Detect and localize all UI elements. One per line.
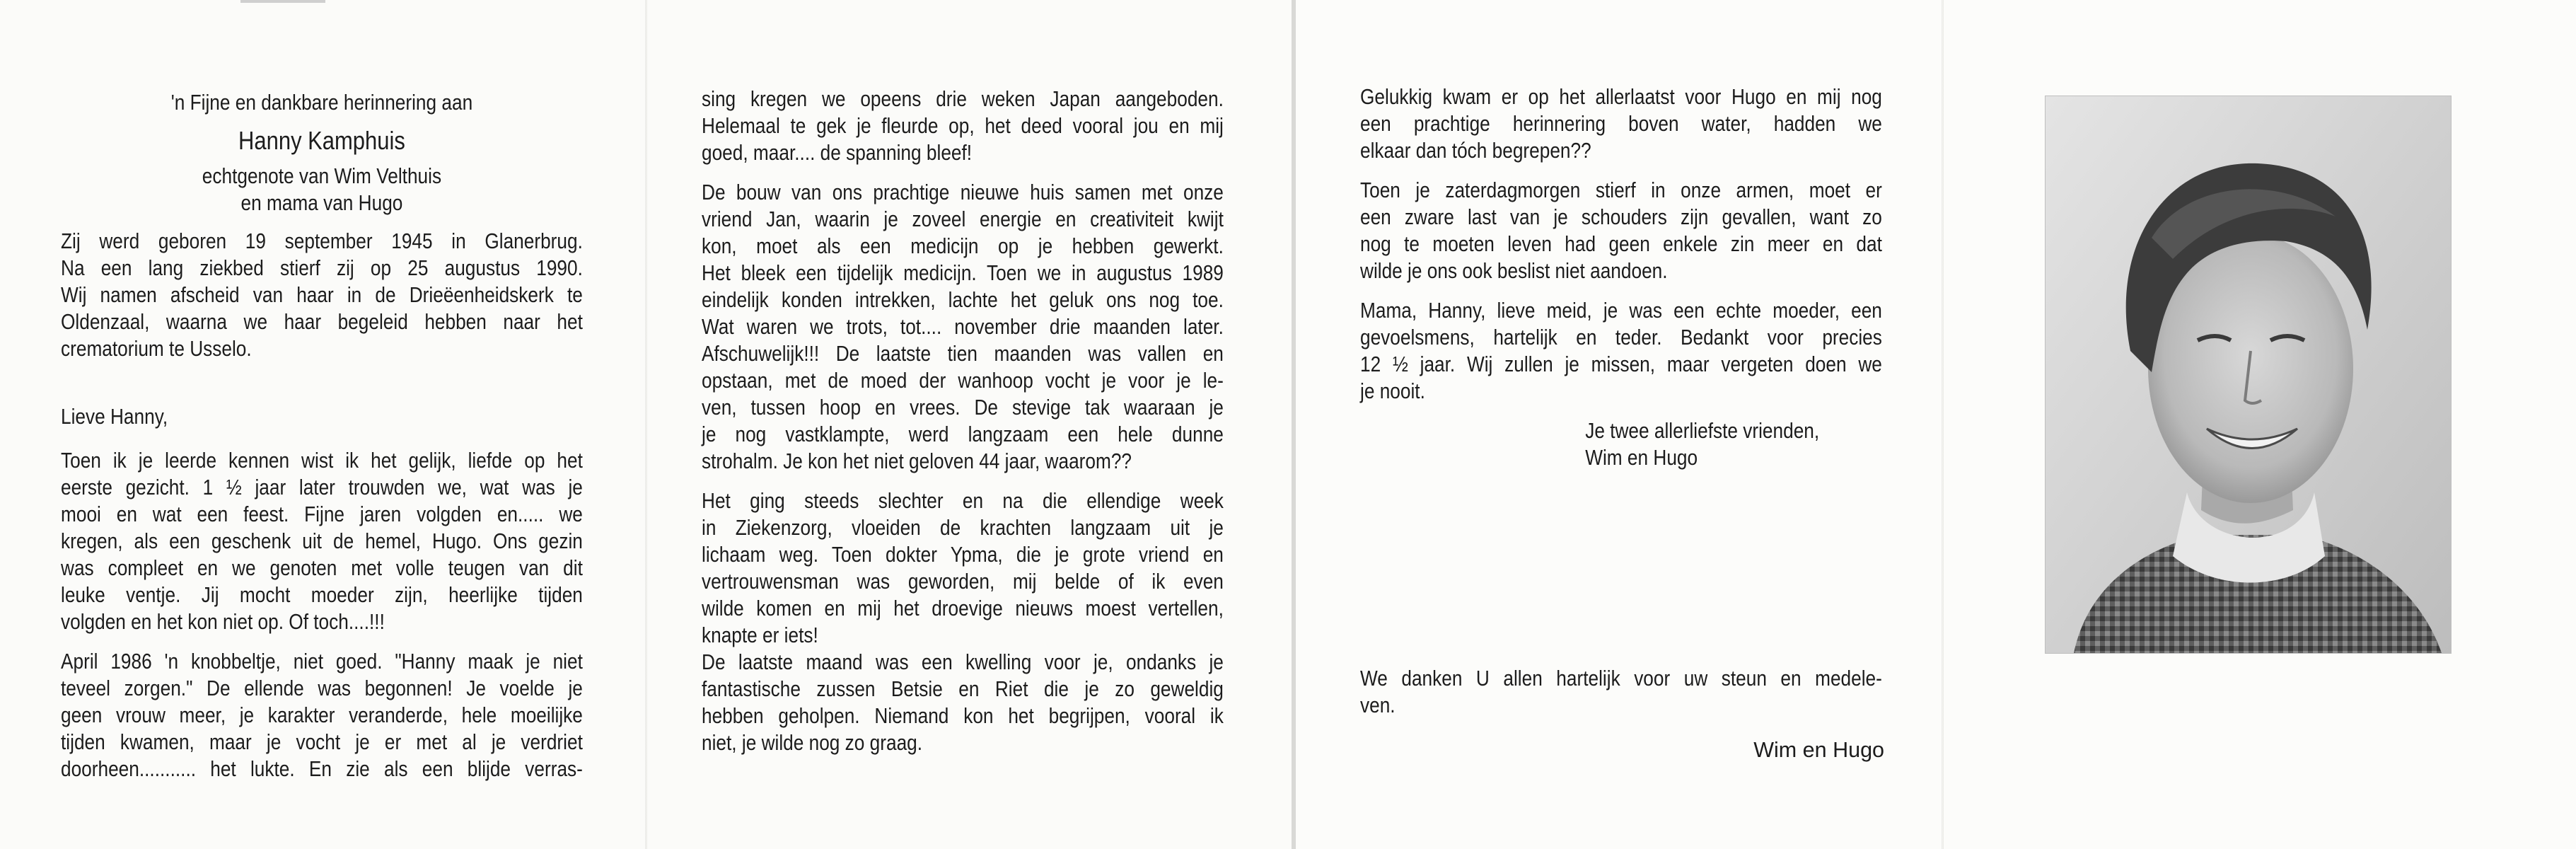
mother-line: en mama van Hugo	[240, 191, 403, 215]
letter-paragraph	[702, 487, 1224, 649]
text-line: Wat waren we trots, tot.... november drie maanden later.	[702, 315, 1224, 339]
portrait-photo	[2045, 96, 2452, 654]
text-line: was compleet en we genoten met volle teugen van dit	[61, 556, 583, 580]
text-line: We danken U allen hartelijk voor uw steun en medele-	[1360, 666, 1882, 691]
text-line: wilde komen en mij het droevige nieuws moest vertellen,	[702, 596, 1224, 620]
text-line: vertrouwensman was geworden, mij belde of ik even	[702, 570, 1224, 594]
text-line: ven.	[1360, 693, 1396, 717]
deceased-name: Hanny Kamphuis	[238, 126, 405, 155]
text-line: in Ziekenzorg, vloeiden de krachten langzaam uit je	[702, 516, 1224, 540]
text-line: opstaan, met de moed der wanhoop vocht je voor je le-	[702, 369, 1224, 393]
letter-paragraph	[702, 179, 1224, 475]
text-line: wilde je ons ook beslist niet aandoen.	[1360, 259, 1668, 283]
text-line: 12 ½ jaar. Wij zullen je missen, maar vergeten doen we	[1360, 352, 1882, 376]
text-line: doorheen........... het lukte. En zie als een blijde verras-	[61, 757, 583, 781]
text-line: hebben geholpen. Niemand kon het begrijpen, vooral ik	[702, 704, 1224, 728]
text-line: vriend Jan, waarin je zoveel energie en creativiteit kwijt	[702, 207, 1224, 231]
closing-names: Wim en Hugo	[1585, 446, 1698, 470]
text-line: eindelijk konden intrekken, lachte het geluk ons nog toe.	[702, 288, 1224, 312]
letter-paragraph	[1360, 83, 1882, 164]
text-line: teveel zorgen." De ellende was begonnen! Je voelde je	[61, 676, 583, 700]
text-line: je nooit.	[1360, 379, 1425, 403]
text-line: Wij namen afscheid van haar in de Drieëenheidskerk te	[61, 283, 583, 307]
text-line: ven, tussen hoop en vrees. De stevige tak waaraan je	[702, 395, 1224, 420]
closing-line: Je twee allerliefste vrienden,	[1585, 419, 1820, 443]
text-line: Het bleek een tijdelijk medicijn. Toen we in augustus 1989	[702, 261, 1224, 285]
text-line: Helemaal te gek je fleurde op, het deed vooral jou en mij	[702, 114, 1224, 138]
text-line: Toen je zaterdagmorgen stierf in onze armen, moet er	[1360, 178, 1882, 202]
spouse-line: echtgenote van Wim Velthuis	[202, 164, 442, 188]
salutation: Lieve Hanny,	[61, 405, 168, 429]
text-line: volgden en het kon niet op. Of toch....!!!	[61, 610, 385, 634]
text-line: strohalm. Je kon het niet geloven 44 jaar, waarom??	[702, 449, 1132, 473]
text-line: Oldenzaal, waarna we haar begeleid hebben naar het	[61, 310, 583, 334]
text-line: kregen, als een geschenk uit de hemel, Hugo. Ons gezin	[61, 529, 583, 553]
text-line: Na een lang ziekbed stierf zij op 25 augustus 1990.	[61, 256, 583, 280]
left-page-column	[61, 89, 583, 795]
text-line: tijden kwamen, maar je vocht je er met al je verdriet	[61, 730, 583, 754]
text-line: niet, je wilde nog zo graag.	[702, 731, 923, 755]
text-line: kon, moet als een medicijn op je hebben gewerkt.	[702, 234, 1224, 258]
text-line: crematorium te Usselo.	[61, 337, 252, 361]
text-line: een prachtige herinnering boven water, hadden we	[1360, 112, 1882, 136]
fold-line-left	[645, 0, 647, 849]
text-line: Het ging steeds slechter en na die ellendige week	[702, 489, 1224, 513]
text-line: knapte er iets!	[702, 623, 818, 647]
text-line: Zij werd geboren 19 september 1945 in Glanerbrug.	[61, 229, 583, 253]
birth-paragraph	[61, 228, 583, 362]
portrait-illustration	[2046, 96, 2451, 653]
text-line: sing kregen we opeens drie weken Japan aangeboden.	[702, 87, 1224, 111]
letter-paragraph	[1360, 297, 1882, 405]
text-line: mooi en wat een feest. Fijne jaren volgden en..... we	[61, 502, 583, 526]
text-line: De laatste maand was een kwelling voor je, ondanks je	[702, 650, 1224, 674]
intro-line: 'n Fijne en dankbare herinnering aan	[170, 91, 473, 115]
edge-mark	[240, 0, 325, 3]
text-line: Gelukkig kwam er op het allerlaatst voor Hugo en mij nog	[1360, 85, 1882, 109]
text-line: elkaar dan tóch begrepen??	[1360, 139, 1591, 163]
middle-page-column	[702, 86, 1224, 769]
text-line: fantastische zussen Betsie en Riet die je zo geweldig	[702, 677, 1224, 701]
letter-paragraph	[61, 447, 583, 635]
text-line: goed, maar.... de spanning bleef!	[702, 141, 973, 165]
text-line: Afschuwelijk!!! De laatste tien maanden was vallen en	[702, 342, 1224, 366]
text-line: April 1986 'n knobbeltje, niet goed. "Hanny maak je niet	[61, 649, 583, 674]
text-line: Mama, Hanny, lieve meid, je was een echte moeder, een	[1360, 299, 1882, 323]
text-line: nog te moeten leven had geen enkele zin meer en dat	[1360, 232, 1882, 256]
fold-line-right	[1942, 0, 1944, 849]
text-line: lichaam weg. Toen dokter Ypma, die je grote vriend en	[702, 543, 1224, 567]
text-line: gevoelsmens, hartelijk en teder. Bedankt voor precies	[1360, 325, 1882, 350]
text-line: leuke ventje. Jij mocht moeder zijn, heerlijke tijden	[61, 583, 583, 607]
letter-paragraph	[1360, 177, 1882, 284]
right-page-column	[1360, 83, 1882, 471]
letter-paragraph	[702, 649, 1224, 756]
signature: Wim en Hugo	[1753, 738, 1884, 762]
letter-paragraph	[61, 648, 583, 782]
text-line: eerste gezicht. 1 ½ jaar later trouwden we, wat was je	[61, 475, 583, 499]
text-line: geen vrouw meer, je karakter veranderde, hele moeilijke	[61, 703, 583, 727]
text-line: een zware last van je schouders zijn gevallen, want zo	[1360, 205, 1882, 229]
text-line: De bouw van ons prachtige nieuwe huis samen met onze	[702, 180, 1224, 204]
text-line: je nog vastklampte, werd langzaam een hele dunne	[702, 422, 1224, 446]
closing-block	[1585, 417, 1882, 471]
letter-paragraph	[702, 86, 1224, 166]
text-line: Toen ik je leerde kennen wist ik het gelijk, liefde op het	[61, 449, 583, 473]
thanks-note	[1360, 665, 1882, 719]
